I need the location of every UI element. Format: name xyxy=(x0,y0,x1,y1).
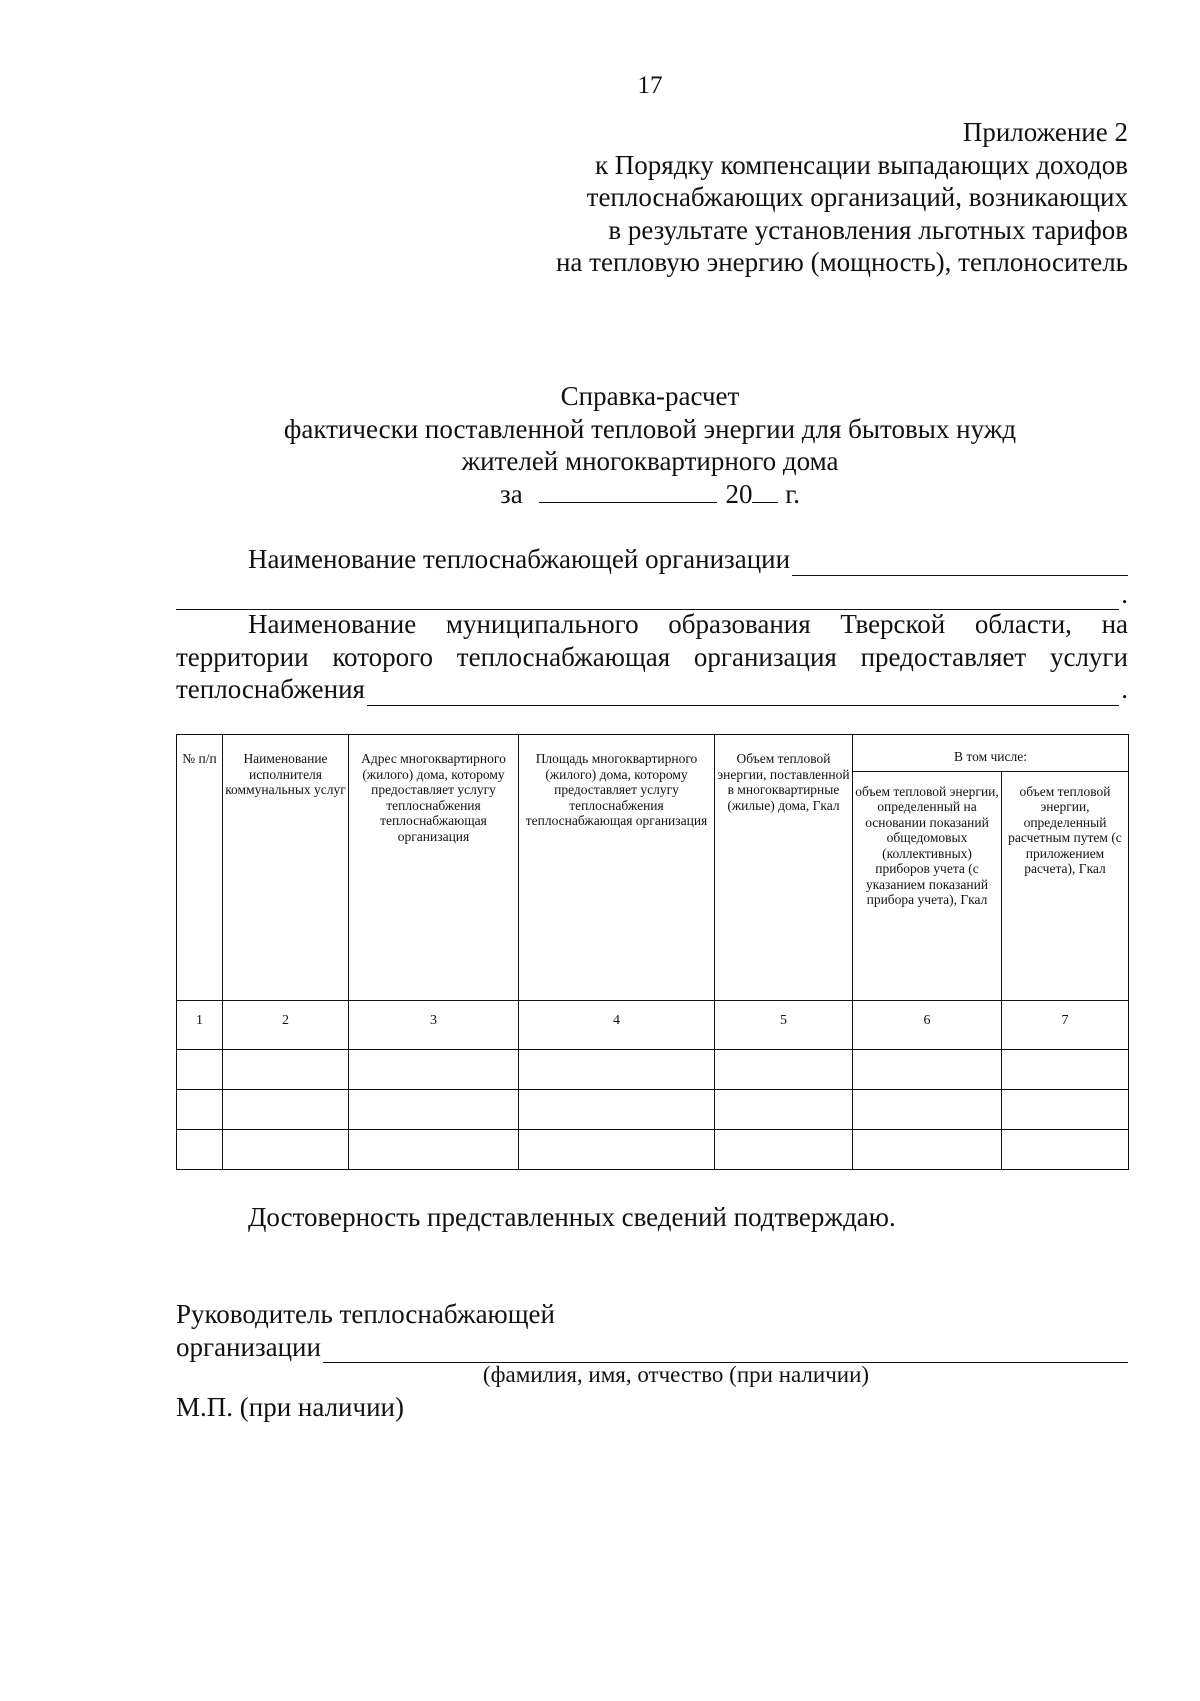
head-title-line: Руководитель теплоснабжающей xyxy=(176,1299,555,1329)
table-cell[interactable] xyxy=(853,1129,1002,1169)
org-name-label: Наименование теплоснабжающей организации xyxy=(248,544,791,574)
column-number: 6 xyxy=(853,1000,1002,1049)
table-cell[interactable] xyxy=(715,1049,853,1089)
org-name-line[interactable] xyxy=(792,549,1128,576)
table-cell[interactable] xyxy=(223,1089,349,1129)
appendix-header xyxy=(556,116,1128,279)
year-blank[interactable] xyxy=(752,478,778,503)
header-index: № п/п xyxy=(177,735,223,1001)
municipality-end: . xyxy=(1121,674,1128,704)
table-cell[interactable] xyxy=(223,1129,349,1169)
confirmation-text: Достоверность представленных сведений подтверждаю. xyxy=(248,1202,896,1232)
head-signature-block xyxy=(176,1298,1128,1363)
header-executor: Наименование исполнителя коммунальных услуг xyxy=(223,735,349,1001)
period-year: 20 xyxy=(725,478,753,509)
table-cell[interactable] xyxy=(349,1129,519,1169)
column-number: 4 xyxy=(519,1000,715,1049)
title-line: жителей многоквартирного дома xyxy=(461,446,839,476)
appendix-line: в результате установления льготных тарифов xyxy=(608,214,1128,245)
period-line xyxy=(0,478,1200,511)
table-cell[interactable] xyxy=(1002,1049,1129,1089)
column-number: 1 xyxy=(177,1000,223,1049)
table-cell[interactable] xyxy=(853,1049,1002,1089)
table-cell[interactable] xyxy=(177,1049,223,1089)
table-cell[interactable] xyxy=(177,1129,223,1169)
head-org-label: организации xyxy=(176,1331,321,1362)
table-cell[interactable] xyxy=(177,1089,223,1129)
header-including: В том числе: xyxy=(853,735,1129,772)
table-cell[interactable] xyxy=(519,1049,715,1089)
column-number: 7 xyxy=(1002,1000,1129,1049)
period-blank[interactable] xyxy=(539,478,717,503)
header-calculated-volume: объем тепловой энергии, определенный расчетным путем (с приложением расчета), Гкал xyxy=(1002,771,1129,1000)
header-metered-volume: объем тепловой энергии, определенный на основании показаний общедомовых (коллективных) приборов учета (с указанием показаний прибора учета), Гкал xyxy=(853,771,1002,1000)
table-row xyxy=(177,1129,1129,1169)
municipality-line-2: территории которого теплоснабжающая организация предоставляет услуги xyxy=(176,641,1128,672)
municipality-line-3 xyxy=(176,673,1128,706)
table-cell[interactable] xyxy=(519,1089,715,1129)
appendix-line: к Порядку компенсации выпадающих доходов xyxy=(594,149,1128,180)
appendix-line: теплоснабжающих организаций, возникающих xyxy=(586,182,1128,212)
appendix-line: Приложение 2 xyxy=(962,117,1128,147)
table-cell[interactable] xyxy=(349,1049,519,1089)
municipality-line-1: Наименование муниципального образования Тверской области, на xyxy=(248,609,1128,639)
period-prefix: за xyxy=(500,478,523,509)
org-name-field xyxy=(176,543,1128,610)
document-title xyxy=(0,380,1200,510)
header-address: Адрес многоквартирного (жилого) дома, которому предоставляет услугу теплоснабжения теплоснабжающая организация xyxy=(349,735,519,1001)
stamp-note: М.П. (при наличии) xyxy=(176,1392,404,1422)
column-number: 5 xyxy=(715,1000,853,1049)
column-number: 2 xyxy=(223,1000,349,1049)
head-name-line[interactable] xyxy=(323,1336,1128,1363)
table-cell[interactable] xyxy=(853,1089,1002,1129)
page-number: 17 xyxy=(637,72,663,99)
table-row xyxy=(177,1089,1129,1129)
table-cell[interactable] xyxy=(715,1089,853,1129)
appendix-line: на тепловую энергию (мощность), теплоноситель xyxy=(555,247,1128,277)
table-cell[interactable] xyxy=(349,1089,519,1129)
period-suffix: г. xyxy=(785,478,800,509)
table-column-numbers xyxy=(177,1000,1129,1049)
title-line: фактически поставленной тепловой энергии для бытовых нужд xyxy=(283,413,1017,444)
title-line: Справка-расчет xyxy=(560,381,740,411)
heat-energy-table xyxy=(176,734,1129,1170)
header-volume: Объем тепловой энергии, поставленной в многоквартирные (жилые) дома, Гкал xyxy=(715,735,853,1001)
org-name-line-2[interactable] xyxy=(176,583,1119,610)
table-row xyxy=(177,1049,1129,1089)
column-number: 3 xyxy=(349,1000,519,1049)
head-name-row xyxy=(176,1331,1128,1364)
municipality-field xyxy=(176,608,1128,706)
municipality-label: теплоснабжения xyxy=(176,674,365,704)
header-area: Площадь многоквартирного (жилого) дома, которому предоставляет услугу теплоснабжения теплоснабжающая организация xyxy=(519,735,715,1001)
org-name-end: . xyxy=(1121,578,1128,609)
table-cell[interactable] xyxy=(223,1049,349,1089)
name-caption: (фамилия, имя, отчество (при наличии) xyxy=(482,1362,870,1387)
municipality-name-line[interactable] xyxy=(367,679,1119,706)
table-cell[interactable] xyxy=(1002,1089,1129,1129)
table-cell[interactable] xyxy=(1002,1129,1129,1169)
table-cell[interactable] xyxy=(715,1129,853,1169)
table-cell[interactable] xyxy=(519,1129,715,1169)
